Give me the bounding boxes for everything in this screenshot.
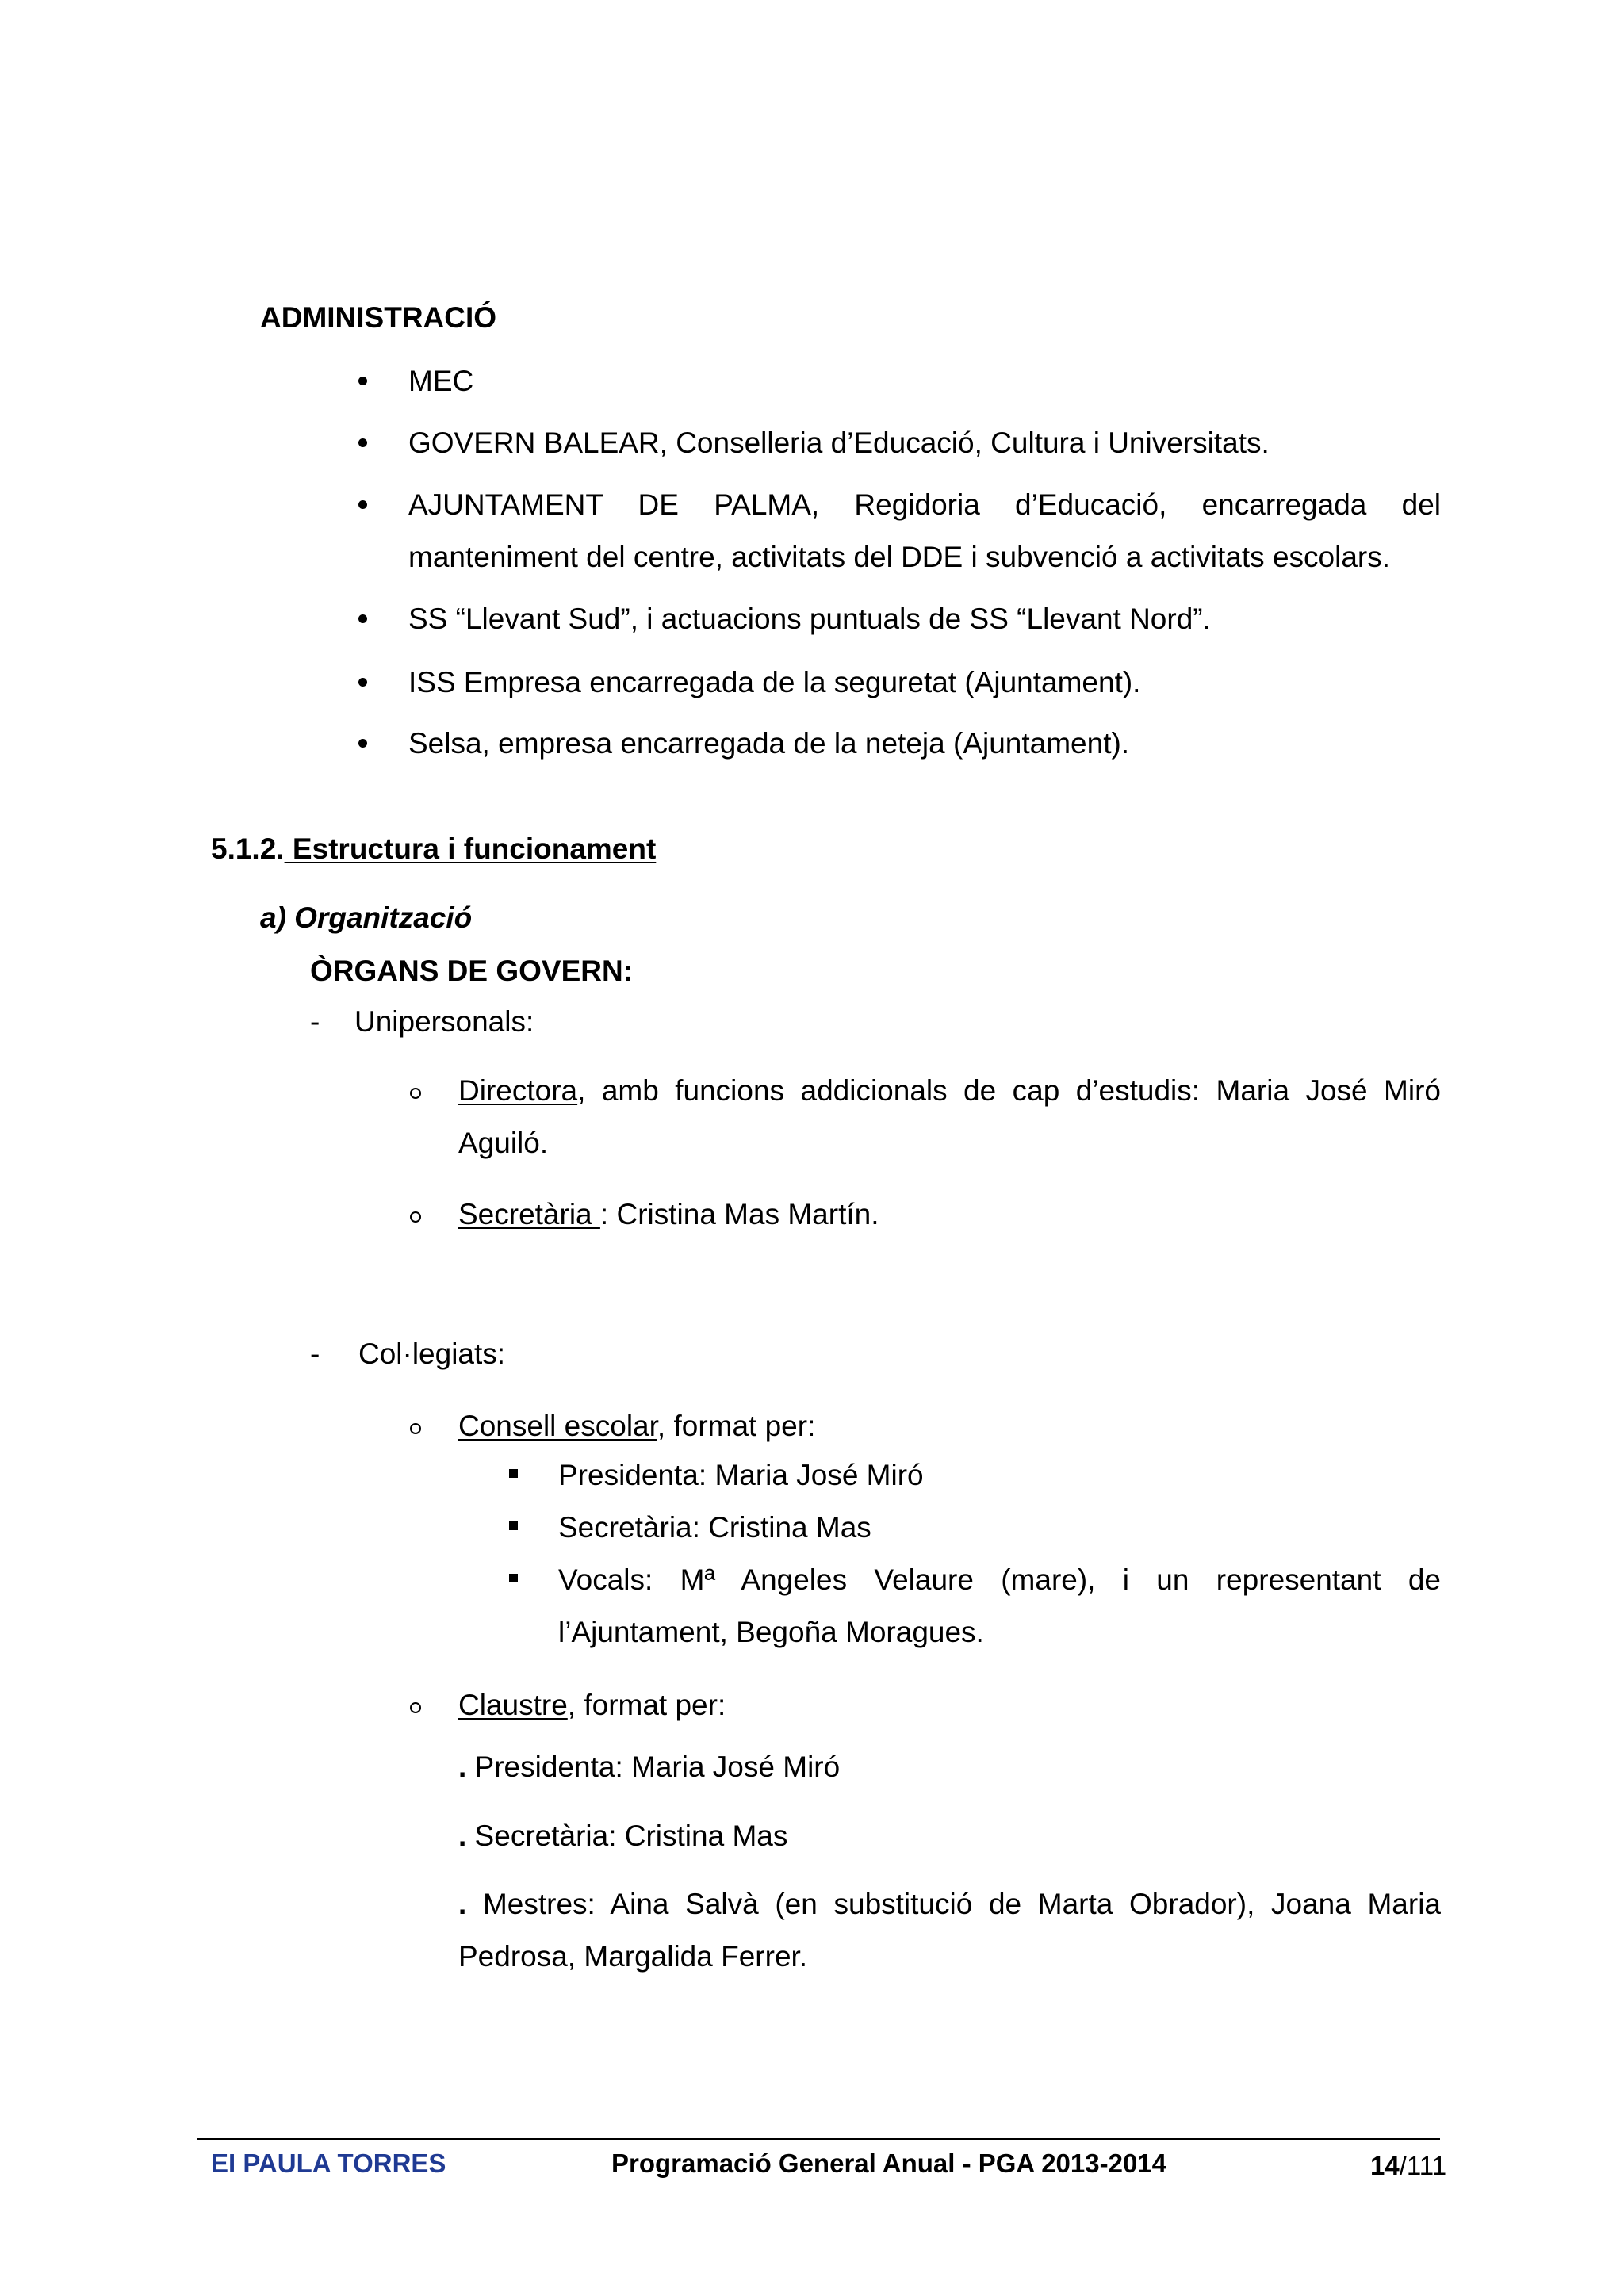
directora-description: , amb funcions addicionals de cap d’estudis: Maria José Miró: [577, 1074, 1441, 1107]
claustre-mestres: [458, 1889, 1441, 1919]
page-current: 14: [1370, 2151, 1400, 2180]
square-bullet-icon: [509, 1574, 518, 1582]
claustre-mestres-cont: Pedrosa, Margalida Ferrer.: [458, 1940, 808, 1973]
subheading-organitzacio: a) Organització: [260, 901, 473, 934]
section-heading: [211, 834, 656, 863]
bullet-icon: [358, 614, 367, 623]
circle-bullet-icon: [410, 1088, 421, 1099]
directora-term: Directora: [458, 1074, 578, 1107]
consell-line: [458, 1411, 815, 1441]
circle-bullet-icon: [410, 1702, 421, 1713]
secretaria-line: [458, 1200, 879, 1229]
dot-marker: .: [458, 1751, 467, 1783]
claustre-presidenta: [458, 1752, 840, 1781]
section-number: 5.1.2.: [211, 832, 285, 865]
footer-school: EI PAULA TORRES: [211, 2149, 446, 2178]
admin-item-selsa: Selsa, empresa encarregada de la neteja (Ajuntament).: [408, 727, 1130, 760]
admin-item-ajuntament: AJUNTAMENT DE PALMA, Regidoria d’Educació, encarregada del: [408, 488, 1441, 521]
bullet-icon: [358, 438, 367, 447]
secretaria-term: Secretària: [458, 1198, 600, 1230]
square-bullet-icon: [509, 1521, 518, 1530]
claustre-secretaria-text: Secretària: Cristina Mas: [466, 1820, 788, 1852]
admin-heading: ADMINISTRACIÓ: [260, 301, 497, 334]
consell-description: , format per:: [657, 1410, 816, 1442]
claustre-line: [458, 1690, 726, 1720]
page-total: /111: [1399, 2151, 1447, 2180]
square-bullet-icon: [509, 1469, 518, 1478]
unipersonals-label: Unipersonals:: [354, 1005, 534, 1038]
admin-item-mec: MEC: [408, 365, 474, 397]
consell-presidenta: Presidenta: Maria José Miró: [558, 1459, 924, 1491]
circle-bullet-icon: [410, 1211, 421, 1223]
bullet-icon: [358, 500, 367, 509]
admin-item-govern: GOVERN BALEAR, Conselleria d’Educació, Cultura i Universitats.: [408, 427, 1270, 459]
dash-marker: -: [310, 1337, 320, 1370]
dot-marker: .: [458, 1820, 467, 1852]
directora-cont: Aguiló.: [458, 1127, 549, 1159]
bullet-icon: [358, 678, 367, 687]
admin-item-ss: SS “Llevant Sud”, i actuacions puntuals de SS “Llevant Nord”.: [408, 603, 1211, 635]
footer-title: Programació General Anual - PGA 2013-2014: [611, 2149, 1167, 2178]
organs-heading: ÒRGANS DE GOVERN:: [310, 955, 634, 987]
consell-secretaria: Secretària: Cristina Mas: [558, 1511, 871, 1544]
circle-bullet-icon: [410, 1423, 421, 1434]
footer-rule: [197, 2138, 1440, 2140]
bullet-icon: [358, 377, 367, 385]
claustre-mestres-text: Mestres: Aina Salvà (en substitució de Marta Obrador), Joana Maria: [466, 1888, 1441, 1920]
section-title: Estructura i funcionament: [284, 832, 657, 865]
dash-marker: -: [310, 1005, 320, 1038]
admin-item-ajuntament-cont: manteniment del centre, activitats del DDE i subvenció a activitats escolars.: [408, 541, 1391, 573]
claustre-term: Claustre: [458, 1689, 568, 1721]
consell-vocals-cont: l’Ajuntament, Begoña Moragues.: [558, 1616, 984, 1648]
admin-item-iss: ISS Empresa encarregada de la seguretat (Ajuntament).: [408, 666, 1141, 698]
collegiats-label: Col·legiats:: [358, 1337, 506, 1370]
footer-page-number: [1370, 2150, 1446, 2179]
dot-marker: .: [458, 1888, 467, 1920]
secretaria-description: : Cristina Mas Martín.: [599, 1198, 879, 1230]
consell-vocals: Vocals: Mª Angeles Velaure (mare), i un representant de: [558, 1563, 1441, 1596]
claustre-secretaria: [458, 1821, 787, 1850]
consell-term: Consell escolar: [458, 1410, 657, 1442]
claustre-presidenta-text: Presidenta: Maria José Miró: [466, 1751, 841, 1783]
bullet-icon: [358, 739, 367, 748]
directora-line: [458, 1076, 1441, 1105]
claustre-description: , format per:: [567, 1689, 726, 1721]
